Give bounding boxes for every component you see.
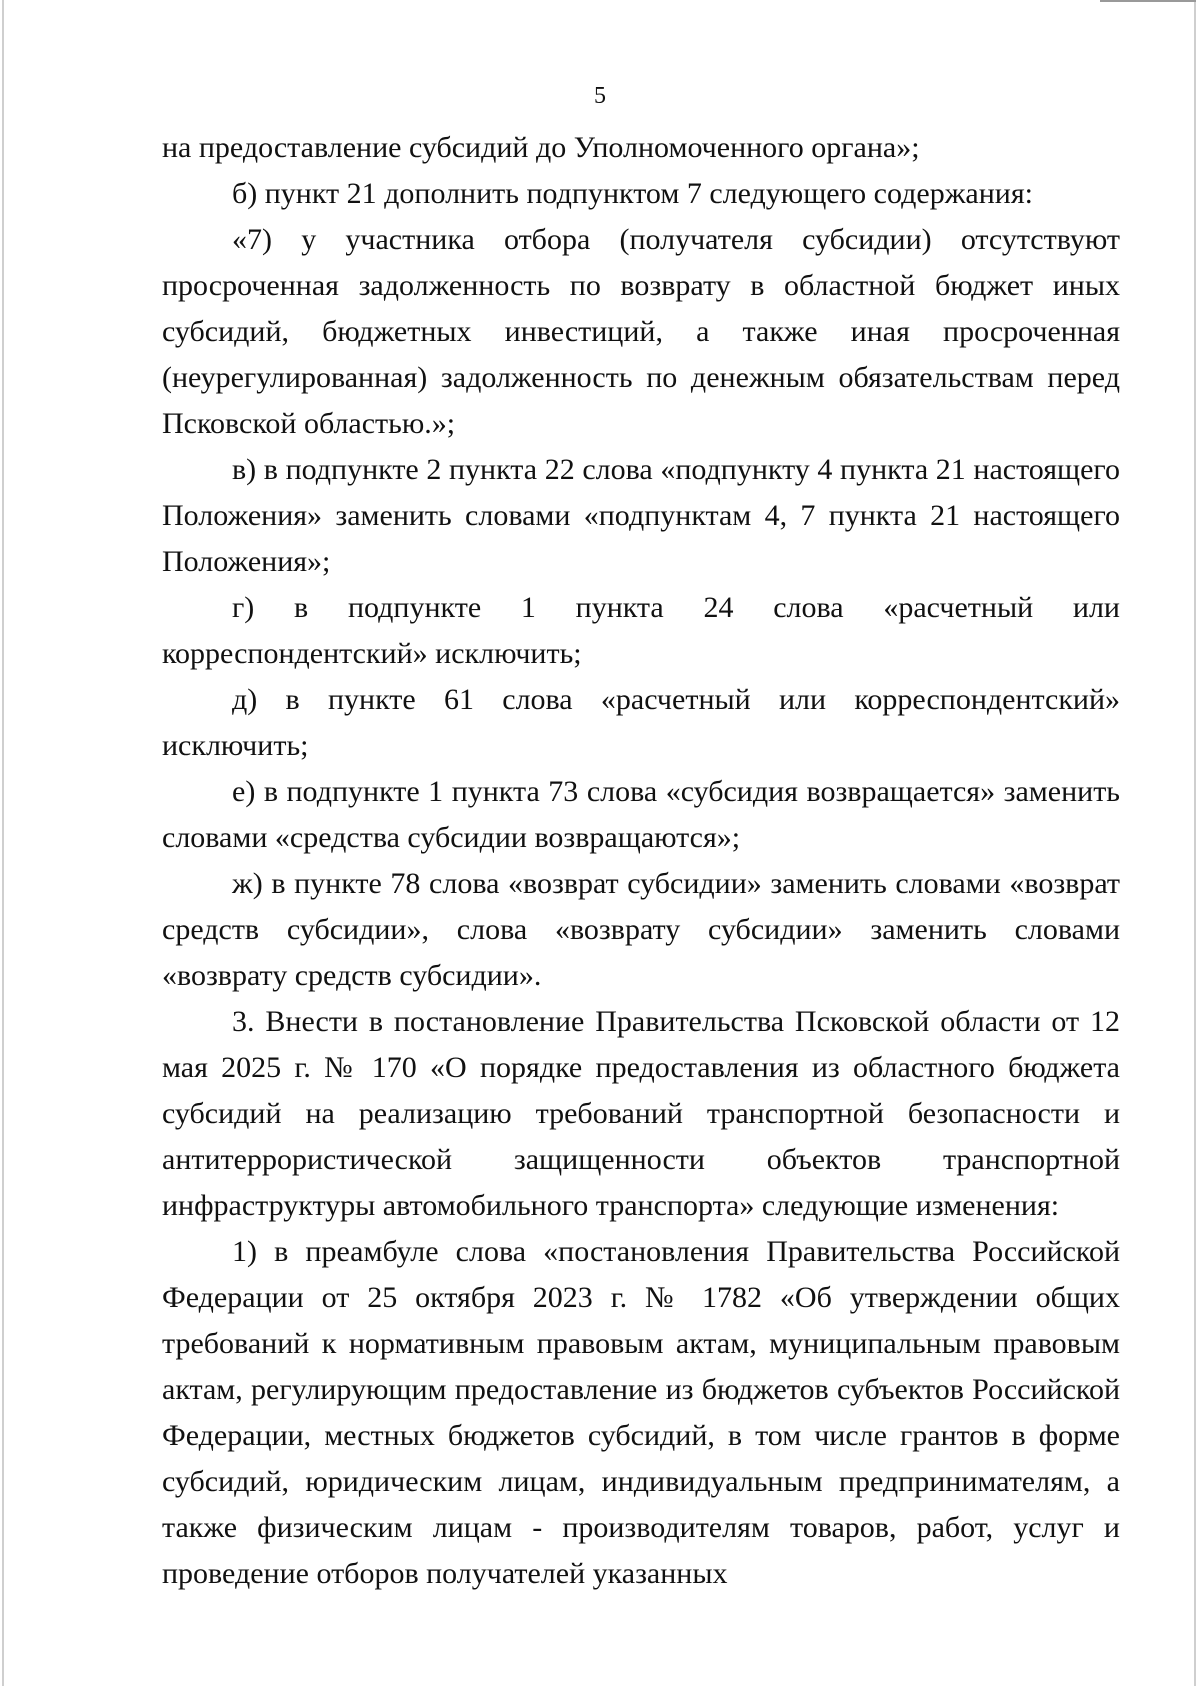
paragraph-item-zh: ж) в пункте 78 слова «возврат субсидии» заменить словами «возврат средств субсидии», слова «возврату субсидии» заменить словами «возврату средств субсидии». <box>162 867 1120 992</box>
document-body <box>162 125 1120 1597</box>
paragraph-item-b: б) пункт 21 дополнить подпунктом 7 следующего содержания: <box>232 177 1033 210</box>
paragraph-item-1: 1) в преамбуле слова «постановления Правительства Российской Федерации от 25 октября 2023 г. № 1782 «Об утверждении общих требований к нормативным правовым актам, муниципальным правовым актам, регулирующим предоставление из бюджетов субъектов Российской Федерации, местных бюджетов субсидий, в том числе грантов в форме субсидий, юридическим лицам, индивидуальным предпринимателям, а также физическим лицам - производителям товаров, работ, услуг и проведение отборов получателей указанных <box>162 1235 1120 1590</box>
paragraph-continuation: на предоставление субсидий до Уполномоченного органа»; <box>162 131 920 164</box>
paragraph-item-e: е) в подпункте 1 пункта 73 слова «субсидия возвращается» заменить словами «средства субсидии возвращаются»; <box>162 775 1120 854</box>
page-edge-right <box>1194 0 1196 1686</box>
paragraph-quote-7: «7) у участника отбора (получателя субсидии) отсутствуют просроченная задолженность по возврату в областной бюджет иных субсидий, бюджетных инвестиций, а также иная просроченная (неурегулированная) задолженность по денежным обязательствам перед Псковской областью.»; <box>162 223 1120 440</box>
paragraph-section-3: 3. Внести в постановление Правительства Псковской области от 12 мая 2025 г. № 170 «О порядке предоставления из областного бюджета субсидий на реализацию требований транспортной безопасности и антитеррористической защищенности объектов транспортной инфраструктуры автомобильного транспорта» следующие изменения: <box>162 1005 1120 1222</box>
page-number: 5 <box>594 83 606 109</box>
paragraph-item-d: д) в пункте 61 слова «расчетный или корреспондентский» исключить; <box>162 683 1120 762</box>
page-edge-top-mark <box>1100 0 1196 2</box>
paragraph-item-v: в) в подпункте 2 пункта 22 слова «подпункту 4 пункта 21 настоящего Положения» заменить словами «подпунктам 4, 7 пункта 21 настоящего Положения»; <box>162 453 1120 578</box>
page-edge-left <box>2 0 4 1686</box>
paragraph-item-g: г) в подпункте 1 пункта 24 слова «расчетный или корреспондентский» исключить; <box>162 591 1120 670</box>
